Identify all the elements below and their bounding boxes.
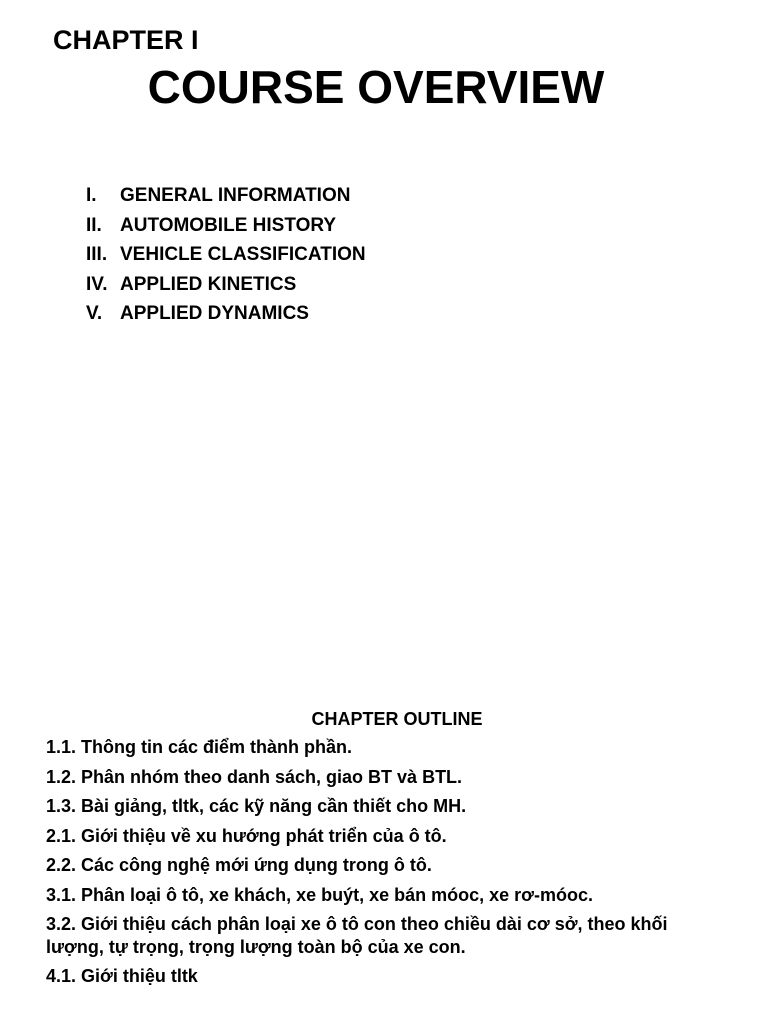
topic-number: V. bbox=[86, 303, 103, 324]
topic-label: AUTOMOBILE HISTORY bbox=[120, 214, 337, 236]
outline-item: 4.1. Giới thiệu tltk bbox=[46, 966, 198, 986]
outline-heading: CHAPTER OUTLINE bbox=[311, 709, 483, 729]
topic-label: APPLIED DYNAMICS bbox=[120, 303, 309, 324]
topic-item bbox=[86, 181, 366, 211]
topic-label: GENERAL INFORMATION bbox=[120, 185, 351, 206]
outline-item: 3.2. Giới thiệu cách phân loại xe ô tô con theo chiều dài cơ sở, theo khối lượng, tự trọng, trọng lượng toàn bộ của xe con. bbox=[46, 914, 668, 957]
topic-number: III. bbox=[86, 244, 108, 265]
topic-item bbox=[86, 240, 366, 270]
topic-item bbox=[86, 299, 366, 329]
topic-number: IV. bbox=[86, 273, 108, 295]
outline-item: 3.1. Phân loại ô tô, xe khách, xe buýt, xe bán móoc, xe rơ-móoc. bbox=[46, 884, 593, 905]
outline-item: 1.1. Thông tin các điểm thành phần. bbox=[46, 737, 353, 757]
topic-number: I. bbox=[86, 185, 97, 206]
topic-number: II. bbox=[86, 214, 102, 236]
topic-item bbox=[86, 270, 366, 300]
outline-item: 2.1. Giới thiệu về xu hướng phát triển của ô tô. bbox=[46, 825, 447, 846]
outline-item: 2.2. Các công nghệ mới ứng dụng trong ô tô. bbox=[46, 855, 432, 875]
topic-label: VEHICLE CLASSIFICATION bbox=[120, 244, 366, 265]
outline-item: 1.2. Phân nhóm theo danh sách, giao BT và BTL. bbox=[46, 766, 463, 787]
topic-label: APPLIED KINETICS bbox=[120, 273, 297, 295]
outline-list bbox=[46, 736, 726, 995]
page-title: COURSE OVERVIEW bbox=[147, 61, 605, 113]
outline-item: 1.3. Bài giảng, tltk, các kỹ năng cần thiết cho MH. bbox=[46, 796, 467, 816]
topic-list bbox=[86, 181, 366, 329]
chapter-label: CHAPTER I bbox=[53, 25, 199, 55]
topic-item bbox=[86, 211, 366, 241]
